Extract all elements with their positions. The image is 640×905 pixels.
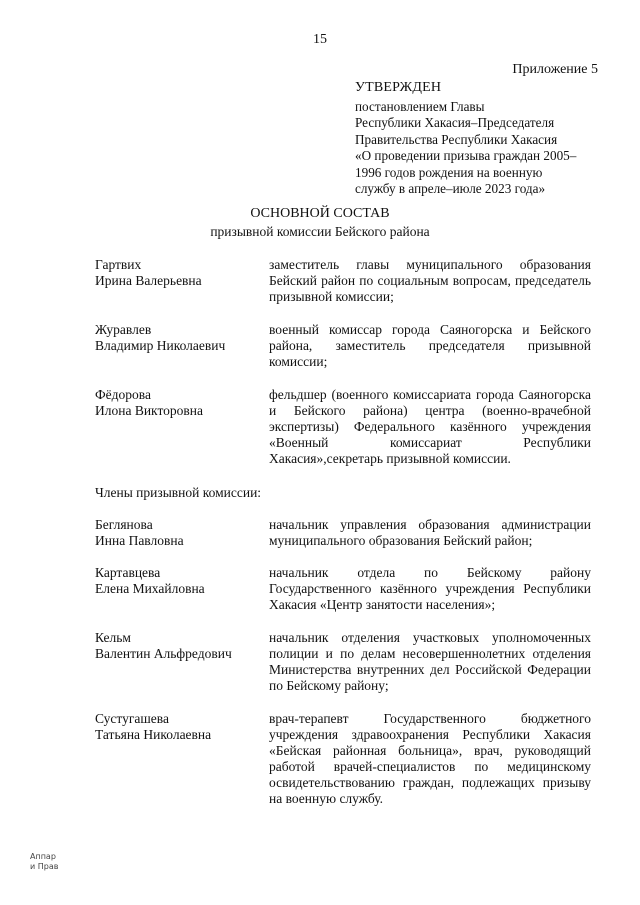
person-role: начальник управления образования администрации муниципального образования Бейский район; <box>269 517 591 548</box>
person-name <box>95 517 260 549</box>
approval-block <box>355 80 595 198</box>
person-surname: Картавцева <box>95 565 161 580</box>
person-name <box>95 565 260 597</box>
approval-line: постановлением Главы <box>355 98 485 114</box>
approval-line: службу в апреле–июле 2023 года» <box>355 181 546 196</box>
members-heading: Члены призывной комиссии: <box>95 485 262 500</box>
person-role: начальник отделения участковых уполномоченных полиции и по делам несовершеннолетних отделения Министерства внутренних дел Российской Федерации по Бейскому району; <box>269 630 591 693</box>
person-name <box>95 630 260 662</box>
margin-stamp <box>30 852 58 872</box>
page-number: 15 <box>313 32 327 47</box>
person-given-name: Инна Павловна <box>95 533 184 548</box>
person-role: врач-терапевт Государственного бюджетного учреждения здравоохранения Республики Хакасия «Бейская районная больница», врач, руководящий работой врачей-специалистов по медицинскому освидетельствованию граждан, подлежащих призыву на военную службу. <box>269 711 591 806</box>
person-given-name: Илона Викторовна <box>95 403 203 418</box>
approval-line: Республики Хакасия–Председателя <box>355 115 555 130</box>
person-surname: Журавлев <box>95 322 152 337</box>
person-surname: Фёдорова <box>95 387 151 402</box>
stamp-line: Аппар <box>30 852 56 861</box>
person-given-name: Владимир Николаевич <box>95 338 226 353</box>
person-surname: Гартвих <box>95 257 142 272</box>
approval-line: 1996 годов рождения на военную <box>355 164 543 180</box>
stamp-line: и Прав <box>30 862 59 871</box>
person-name <box>95 387 260 419</box>
document-subtitle: призывной комиссии Бейского района <box>210 224 430 239</box>
person-surname: Кельм <box>95 630 131 645</box>
person-role: фельдшер (военного комиссариата города Саяногорска и Бейского района) центра (военно-врачебной экспертизы) Федерального казённого учреждения «Военный комиссариат Республики Хакасия»,секретарь призывной комиссии. <box>269 387 591 466</box>
document-title: ОСНОВНОЙ СОСТАВ <box>250 206 390 221</box>
person-given-name: Валентин Альфредович <box>95 646 232 661</box>
person-name <box>95 322 260 354</box>
person-given-name: Татьяна Николаевна <box>95 727 212 742</box>
approval-line: «О проведении призыва граждан 2005– <box>355 148 577 163</box>
person-role: военный комиссар города Саяногорска и Бейского района, заместитель председателя призывной комиссии; <box>269 322 591 369</box>
person-role: начальник отдела по Бейскому району Государственного казённого учреждения Республики Хакасия «Центр занятости населения»; <box>269 565 591 612</box>
person-surname: Сустугашева <box>95 711 169 726</box>
person-name <box>95 257 260 289</box>
person-name <box>95 711 260 743</box>
person-role: заместитель главы муниципального образования Бейский район по социальным вопросам, председатель призывной комиссии; <box>269 257 591 304</box>
person-given-name: Елена Михайловна <box>95 581 205 596</box>
person-surname: Беглянова <box>95 517 153 532</box>
approved-heading: УТВЕРЖДЕН <box>355 80 442 95</box>
approval-line: Правительства Республики Хакасия <box>355 131 558 147</box>
person-given-name: Ирина Валерьевна <box>95 273 202 288</box>
annex-label: Приложение 5 <box>512 62 598 77</box>
